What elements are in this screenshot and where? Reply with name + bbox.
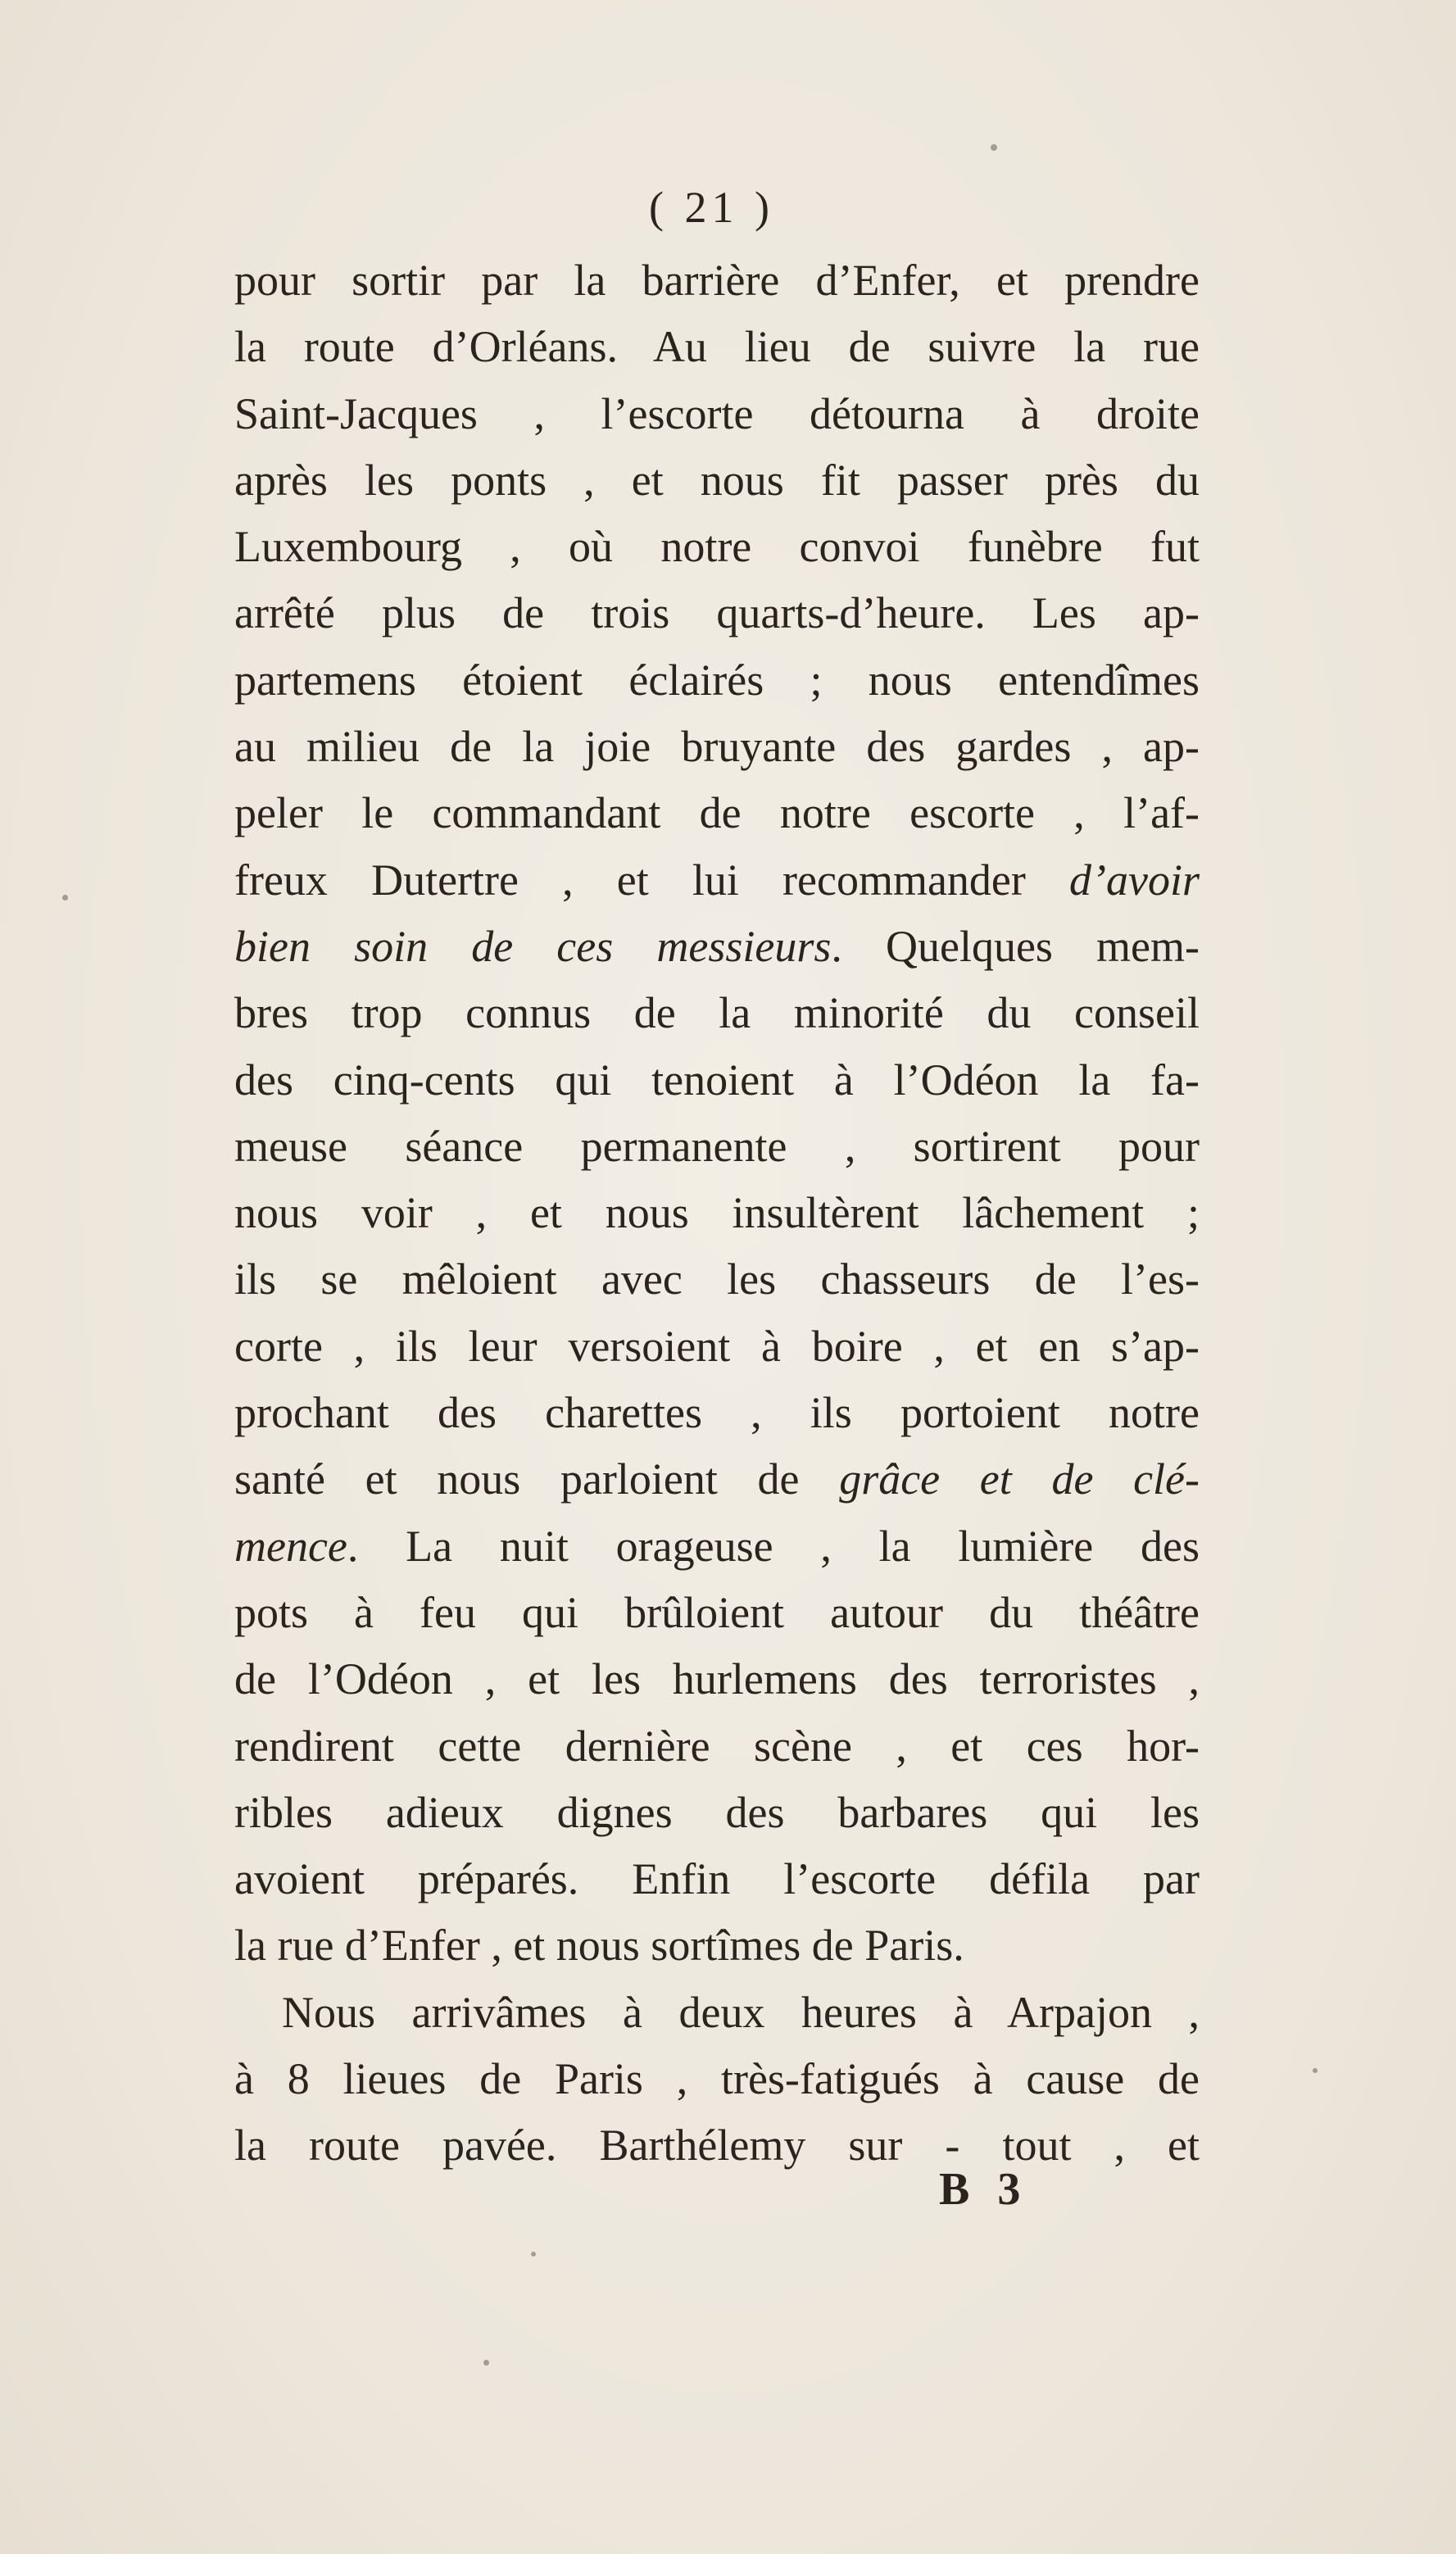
text-line: [234, 247, 1200, 314]
text-line: [234, 847, 1200, 914]
italic-text: d’avoir: [1069, 855, 1200, 905]
text-line: [234, 2046, 1200, 2112]
text-line: [234, 980, 1200, 1046]
text-run: au milieu de la joie bruyante des gardes , ap-: [234, 722, 1200, 772]
italic-text: grâce et de clé-: [839, 1454, 1200, 1504]
text-line: [234, 647, 1200, 714]
text-line: [234, 1114, 1200, 1180]
text-run: Luxembourg , où notre convoi funèbre fut: [234, 522, 1200, 572]
signature-mark: B 3: [939, 2164, 1029, 2215]
text-line: [234, 714, 1200, 780]
text-run: de l’Odéon , et les hurlemens des terroristes ,: [234, 1654, 1200, 1704]
body-text: [234, 247, 1200, 2180]
text-run: . Quelques mem-: [831, 921, 1200, 971]
text-line: [234, 1980, 1200, 2046]
text-run: Nous arrivâmes à deux heures à Arpajon ,: [282, 1987, 1200, 2037]
text-line: [234, 914, 1200, 980]
text-run: des cinq-cents qui tenoient à l’Odéon la fa-: [234, 1055, 1200, 1105]
text-line: [234, 1846, 1200, 1912]
text-run: arrêté plus de trois quarts-d’heure. Les ap-: [234, 588, 1200, 638]
text-run: la route pavée. Barthélemy sur - tout , et: [234, 2121, 1200, 2171]
text-line: [234, 1180, 1200, 1246]
text-run: peler le commandant de notre escorte , l’af-: [234, 788, 1200, 838]
text-line: [234, 780, 1200, 846]
text-line: [234, 580, 1200, 646]
text-line: [234, 1912, 1200, 1979]
italic-text: bien soin de ces messieurs: [234, 921, 832, 971]
text-line: [234, 1713, 1200, 1780]
text-line: [234, 1313, 1200, 1380]
text-line: [234, 1580, 1200, 1646]
text-line: [234, 1246, 1200, 1313]
paper-speck: [991, 144, 997, 151]
text-line: [234, 447, 1200, 514]
text-line: [234, 1646, 1200, 1712]
paper-speck: [531, 2252, 536, 2257]
text-run: pots à feu qui brûloient autour du théâtre: [234, 1587, 1200, 1637]
text-run: corte , ils leur versoient à boire , et en s’ap-: [234, 1321, 1200, 1371]
text-run: ribles adieux dignes des barbares qui les: [234, 1787, 1200, 1837]
text-run: la route d’Orléans. Au lieu de suivre la rue: [234, 322, 1200, 372]
text-run: après les ponts , et nous fit passer près du: [234, 455, 1200, 505]
text-line: [234, 514, 1200, 580]
text-run: avoient préparés. Enfin l’escorte défila par: [234, 1854, 1200, 1904]
page-number: ( 21 ): [649, 183, 774, 232]
text-line: [234, 314, 1200, 380]
text-run: . La nuit orageuse , la lumière des: [347, 1521, 1200, 1571]
text-run: la rue d’Enfer , et nous sortîmes de Paris.: [234, 1921, 964, 1971]
text-run: bres trop connus de la minorité du conseil: [234, 988, 1200, 1038]
paper-speck: [483, 2360, 489, 2366]
text-run: ils se mêloient avec les chasseurs de l’es-: [234, 1254, 1200, 1304]
text-line: [234, 381, 1200, 447]
text-run: santé et nous parloient de: [234, 1454, 840, 1504]
text-run: prochant des charettes , ils portoient notre: [234, 1388, 1200, 1438]
text-run: meuse séance permanente , sortirent pour: [234, 1121, 1200, 1171]
text-run: partemens étoient éclairés ; nous entendîmes: [234, 655, 1200, 705]
text-line: [234, 1780, 1200, 1846]
text-line: [234, 1446, 1200, 1513]
text-run: Saint-Jacques , l’escorte détourna à droite: [234, 388, 1200, 438]
text-line: [234, 1047, 1200, 1114]
text-run: rendirent cette dernière scène , et ces hor-: [234, 1721, 1200, 1771]
paper-speck: [1313, 2068, 1318, 2073]
italic-text: mence: [234, 1521, 347, 1571]
text-line: [234, 1380, 1200, 1446]
text-run: freux Dutertre , et lui recommander: [234, 855, 1070, 905]
paper-speck: [62, 895, 68, 900]
text-run: nous voir , et nous insultèrent lâchement ;: [234, 1188, 1200, 1238]
text-run: à 8 lieues de Paris , très-fatigués à cause de: [234, 2054, 1200, 2104]
text-line: [234, 1513, 1200, 1580]
text-run: pour sortir par la barrière d’Enfer, et prendre: [234, 256, 1200, 305]
text-line: [234, 2112, 1200, 2179]
